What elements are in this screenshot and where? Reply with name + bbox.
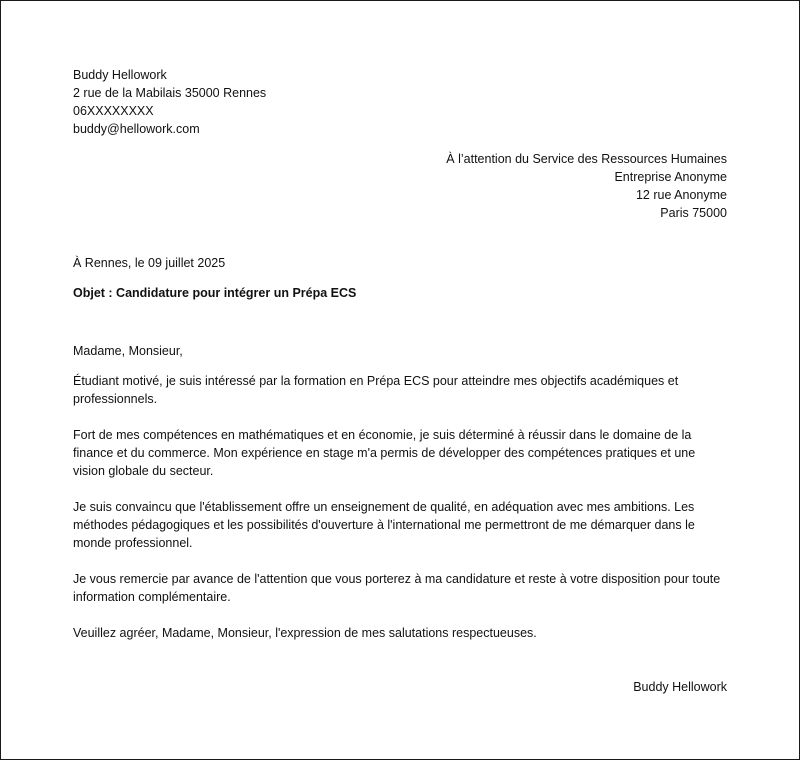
letter-date: À Rennes, le 09 juillet 2025 [73,256,226,270]
sender-address: 2 rue de la Mabilais 35000 Rennes [73,86,267,100]
letter-greeting: Madame, Monsieur, [73,344,183,358]
sender-phone: 06XXXXXXXX [73,104,154,118]
body-paragraph: Je vous remercie par avance de l'attention que vous porterez à ma candidature et reste à votre disposition pour toute information complémentaire. [73,572,721,604]
recipient-city: Paris 75000 [660,206,727,220]
sender-name: Buddy Hellowork [73,68,167,82]
closing-paragraph: Veuillez agréer, Madame, Monsieur, l'expression de mes salutations respectueuses. [73,626,537,640]
sender-email: buddy@hellowork.com [73,122,200,136]
body-paragraph: Étudiant motivé, je suis intéressé par la formation en Prépa ECS pour atteindre mes objectifs académiques et professionnels. [73,374,679,406]
letter-subject: Objet : Candidature pour intégrer un Prépa ECS [73,286,357,300]
letter-body [73,342,729,660]
sender-block [73,66,266,138]
recipient-attention: À l’attention du Service des Ressources Humaines [446,152,727,166]
recipient-block [446,150,727,222]
body-paragraph: Fort de mes compétences en mathématiques et en économie, je suis déterminé à réussir dans le domaine de la finance et du commerce. Mon expérience en stage m'a permis de développer des compétences pratiques et une vision globale du secteur. [73,428,696,478]
body-paragraph: Je suis convaincu que l'établissement offre un enseignement de qualité, en adéquation avec mes ambitions. Les méthodes pédagogiques et les possibilités d'ouverture à l'international me permettront de me démarquer dans le monde professionnel. [73,500,695,550]
recipient-company: Entreprise Anonyme [614,170,727,184]
recipient-street: 12 rue Anonyme [635,188,727,202]
letter-signature: Buddy Hellowork [633,680,727,694]
